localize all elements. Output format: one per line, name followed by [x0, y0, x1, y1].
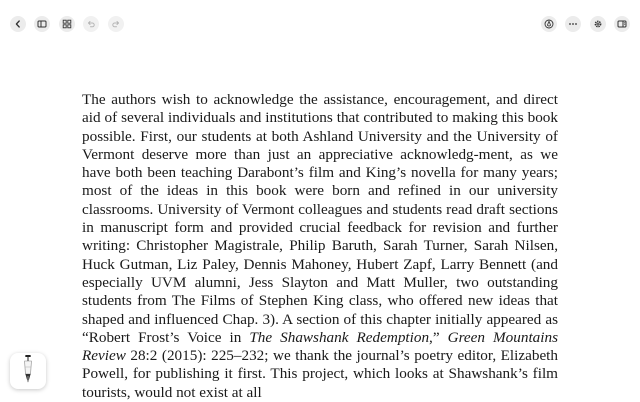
acknowledgements-paragraph	[82, 91, 558, 402]
grid-icon	[62, 19, 72, 29]
redo-button[interactable]	[108, 16, 124, 32]
redo-icon	[111, 19, 121, 29]
settings-button[interactable]	[590, 16, 606, 32]
text-run: 28:2 (2015): 225–232; we thank the journal’s poetry editor, Elizabeth Powell, for publishing it first. This project, which looks at Shawshank’s film tourists, would not exist at all	[82, 347, 558, 401]
reader-panel-button[interactable]	[614, 16, 630, 32]
more-button[interactable]	[565, 16, 581, 32]
toolbar	[0, 0, 640, 48]
italic-title: Green Mountains Review	[82, 328, 558, 365]
reader-panel-icon	[617, 19, 627, 29]
sidebar-icon	[37, 19, 47, 29]
pen-tool-button[interactable]	[10, 353, 46, 389]
thumbnail-view-button[interactable]	[59, 16, 75, 32]
back-button[interactable]	[10, 16, 26, 32]
pen-markup-icon	[544, 19, 554, 29]
text-run: ,”	[429, 328, 448, 346]
markup-button[interactable]	[541, 16, 557, 32]
more-icon	[568, 19, 578, 29]
settings-icon	[593, 19, 603, 29]
fountain-pen-icon	[19, 354, 37, 389]
document-page	[82, 91, 558, 402]
sidebar-toggle-button[interactable]	[34, 16, 50, 32]
text-run: The authors wish to acknowledge the assistance, encouragement, and direct aid of several individuals and institutions that contributed to making this book possible. First, our students at both Ashland University and the University of Vermont deserve more than just an appreciative acknowledg-ment, as we have both been teaching Darabont’s film and King’s novella for many years; most of the ideas in this book were born and refined in our university classrooms. University of Vermont colleagues and students read draft sections in manuscript form and provided crucial feedback for revision and further writing: Christopher Magistrale, Philip Baruth, Sarah Turner, Sarah Nilsen, Huck Gutman, Liz Paley, Dennis Mahoney, Hubert Zapf, Larry Bennett (and especially UVM alumni, Jess Slayton and Matt Muller, two outstanding students from The Films of Stephen King class, who offered new ideas that shaped and influenced Chap. 3). A section of this chapter initially appeared as “Robert Frost’s Voice in	[82, 91, 558, 346]
italic-title: The Shawshank Redemption	[249, 328, 430, 346]
back-icon	[13, 19, 23, 29]
undo-icon	[86, 19, 96, 29]
undo-button[interactable]	[83, 16, 99, 32]
